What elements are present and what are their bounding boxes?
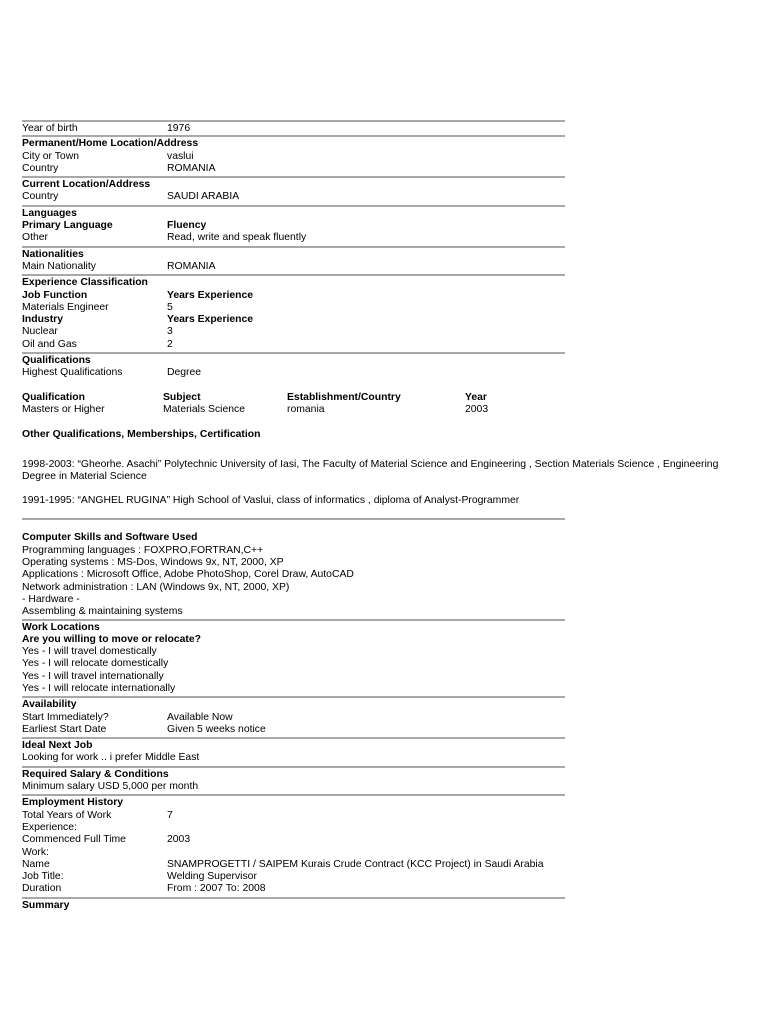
section-heading: Summary <box>22 899 70 911</box>
section-heading: Computer Skills and Software Used <box>22 532 198 544</box>
year-of-birth-value: 1976 <box>167 123 191 134</box>
year-header: Year <box>465 391 487 403</box>
ideal-job-text: Looking for work .. i prefer Middle East <box>22 752 200 764</box>
qualification-header: Qualification <box>22 391 85 403</box>
subject-header: Subject <box>163 391 201 403</box>
skill-line: Network administration : LAN (Windows 9x, NT, 2000, XP) <box>22 581 290 593</box>
availability-section <box>22 698 565 737</box>
employer-name-label: Name <box>22 858 50 870</box>
computer-skills-section <box>22 520 565 618</box>
ideal-job-section <box>22 739 565 766</box>
language-value: Other <box>22 232 48 244</box>
nationality-value: ROMANIA <box>167 260 216 272</box>
start-label: Start Immediately? <box>22 711 109 723</box>
section-heading: Nationalities <box>22 248 84 260</box>
establishment-header: Establishment/Country <box>287 391 401 403</box>
skill-line: Operating systems : MS-Dos, Windows 9x, NT, 2000, XP <box>22 557 284 569</box>
establishment-cell: romania <box>287 403 325 415</box>
qualifications-table-header <box>22 392 565 404</box>
year-of-birth-label: Year of birth <box>22 123 78 134</box>
section-heading: Experience Classification <box>22 277 148 289</box>
country-value: SAUDI ARABIA <box>167 191 240 203</box>
section-heading: Qualifications <box>22 355 91 367</box>
relocate-line: Yes - I will travel domestically <box>22 646 157 658</box>
industry-years: 3 <box>167 326 173 338</box>
nationalities-section <box>22 248 565 275</box>
earliest-start-label: Earliest Start Date <box>22 723 107 735</box>
section-heading: Permanent/Home Location/Address <box>22 138 199 150</box>
divider <box>22 120 565 122</box>
skill-line: Applications : Microsoft Office, Adobe PhotoShop, Corel Draw, AutoCAD <box>22 569 354 581</box>
city-label: City or Town <box>22 150 79 162</box>
salary-text: Minimum salary USD 5,000 per month <box>22 781 199 793</box>
year-cell: 2003 <box>465 403 489 415</box>
relocate-line: Yes - I will relocate internationally <box>22 682 176 694</box>
highest-qualification-value: Degree <box>167 367 202 379</box>
primary-language-header: Primary Language <box>22 220 113 232</box>
qualification-paragraph: 1998-2003: “Gheorhe. Asachi” Polytechnic University of Iasi, The Faculty of Material Science and Engineering , Section Materials Science , Engineering Degree in Material Science <box>22 458 719 482</box>
country-label: Country <box>22 162 59 174</box>
section-heading: Employment History <box>22 797 124 809</box>
country-label: Country <box>22 191 59 203</box>
job-function-value: Materials Engineer <box>22 301 109 313</box>
section-heading: Languages <box>22 207 77 219</box>
employer-name-value: SNAMPROGETTI / SAIPEM Kurais Crude Contract (KCC Project) in Saudi Arabia <box>167 858 544 870</box>
section-heading: Work Locations <box>22 621 100 633</box>
employment-section <box>22 796 565 896</box>
commenced-label-cont: Work: <box>22 846 49 858</box>
city-value: vaslui <box>167 150 194 162</box>
commenced-value: 2003 <box>167 834 191 846</box>
languages-section <box>22 207 565 246</box>
relocate-line: Yes - I will relocate domestically <box>22 658 169 670</box>
section-heading: Current Location/Address <box>22 179 151 191</box>
duration-value: From : 2007 To: 2008 <box>167 883 266 895</box>
experience-section <box>22 276 565 352</box>
salary-section <box>22 768 565 795</box>
skill-line: Programming languages : FOXPRO,FORTRAN,C++ <box>22 544 264 556</box>
commenced-label: Commenced Full Time <box>22 834 126 846</box>
highest-qualification-label: Highest Qualifications <box>22 367 123 379</box>
total-years-label: Total Years of Work <box>22 809 112 821</box>
industry-years: 2 <box>167 338 173 350</box>
years-experience-header: Years Experience <box>167 314 254 326</box>
other-qualifications-section <box>22 417 742 520</box>
job-title-label: Job Title: <box>22 871 64 883</box>
work-locations-section <box>22 621 565 697</box>
qualifications-section <box>22 354 565 417</box>
industry-header: Industry <box>22 314 63 326</box>
country-value: ROMANIA <box>167 162 216 174</box>
permanent-location-section <box>22 137 565 176</box>
section-heading: Other Qualifications, Memberships, Certification <box>22 429 261 441</box>
job-function-header: Job Function <box>22 289 88 301</box>
duration-label: Duration <box>22 883 62 895</box>
industry-name: Nuclear <box>22 326 58 338</box>
personal-section <box>22 120 565 137</box>
resume-page <box>22 120 742 913</box>
summary-section <box>22 899 565 913</box>
years-experience-header: Years Experience <box>167 289 254 301</box>
job-title-value: Welding Supervisor <box>167 871 257 883</box>
fluency-header: Fluency <box>167 220 207 232</box>
section-heading: Ideal Next Job <box>22 740 93 752</box>
total-years-value: 7 <box>167 809 173 821</box>
table-row <box>22 404 565 416</box>
total-years-label-cont: Experience: <box>22 821 77 833</box>
current-location-section <box>22 178 565 205</box>
relocate-line: Yes - I will travel internationally <box>22 670 164 682</box>
skill-line: Assembling & maintaining systems <box>22 606 183 618</box>
fluency-value: Read, write and speak fluently <box>167 232 307 244</box>
section-heading: Required Salary & Conditions <box>22 768 169 780</box>
industry-name: Oil and Gas <box>22 338 77 350</box>
start-value: Available Now <box>167 711 233 723</box>
section-heading: Availability <box>22 699 77 711</box>
relocate-question: Are you willing to move or relocate? <box>22 633 201 645</box>
qualification-paragraph: 1991-1995: “ANGHEL RUGINA” High School of Vaslui, class of informatics , diploma of Analyst-Programmer <box>22 495 520 507</box>
earliest-start-value: Given 5 weeks notice <box>167 723 266 735</box>
nationality-label: Main Nationality <box>22 260 96 272</box>
subject-cell: Materials Science <box>163 403 246 415</box>
job-years-value: 5 <box>167 301 173 313</box>
qualification-cell: Masters or Higher <box>22 403 105 415</box>
skill-line: - Hardware - <box>22 593 80 605</box>
